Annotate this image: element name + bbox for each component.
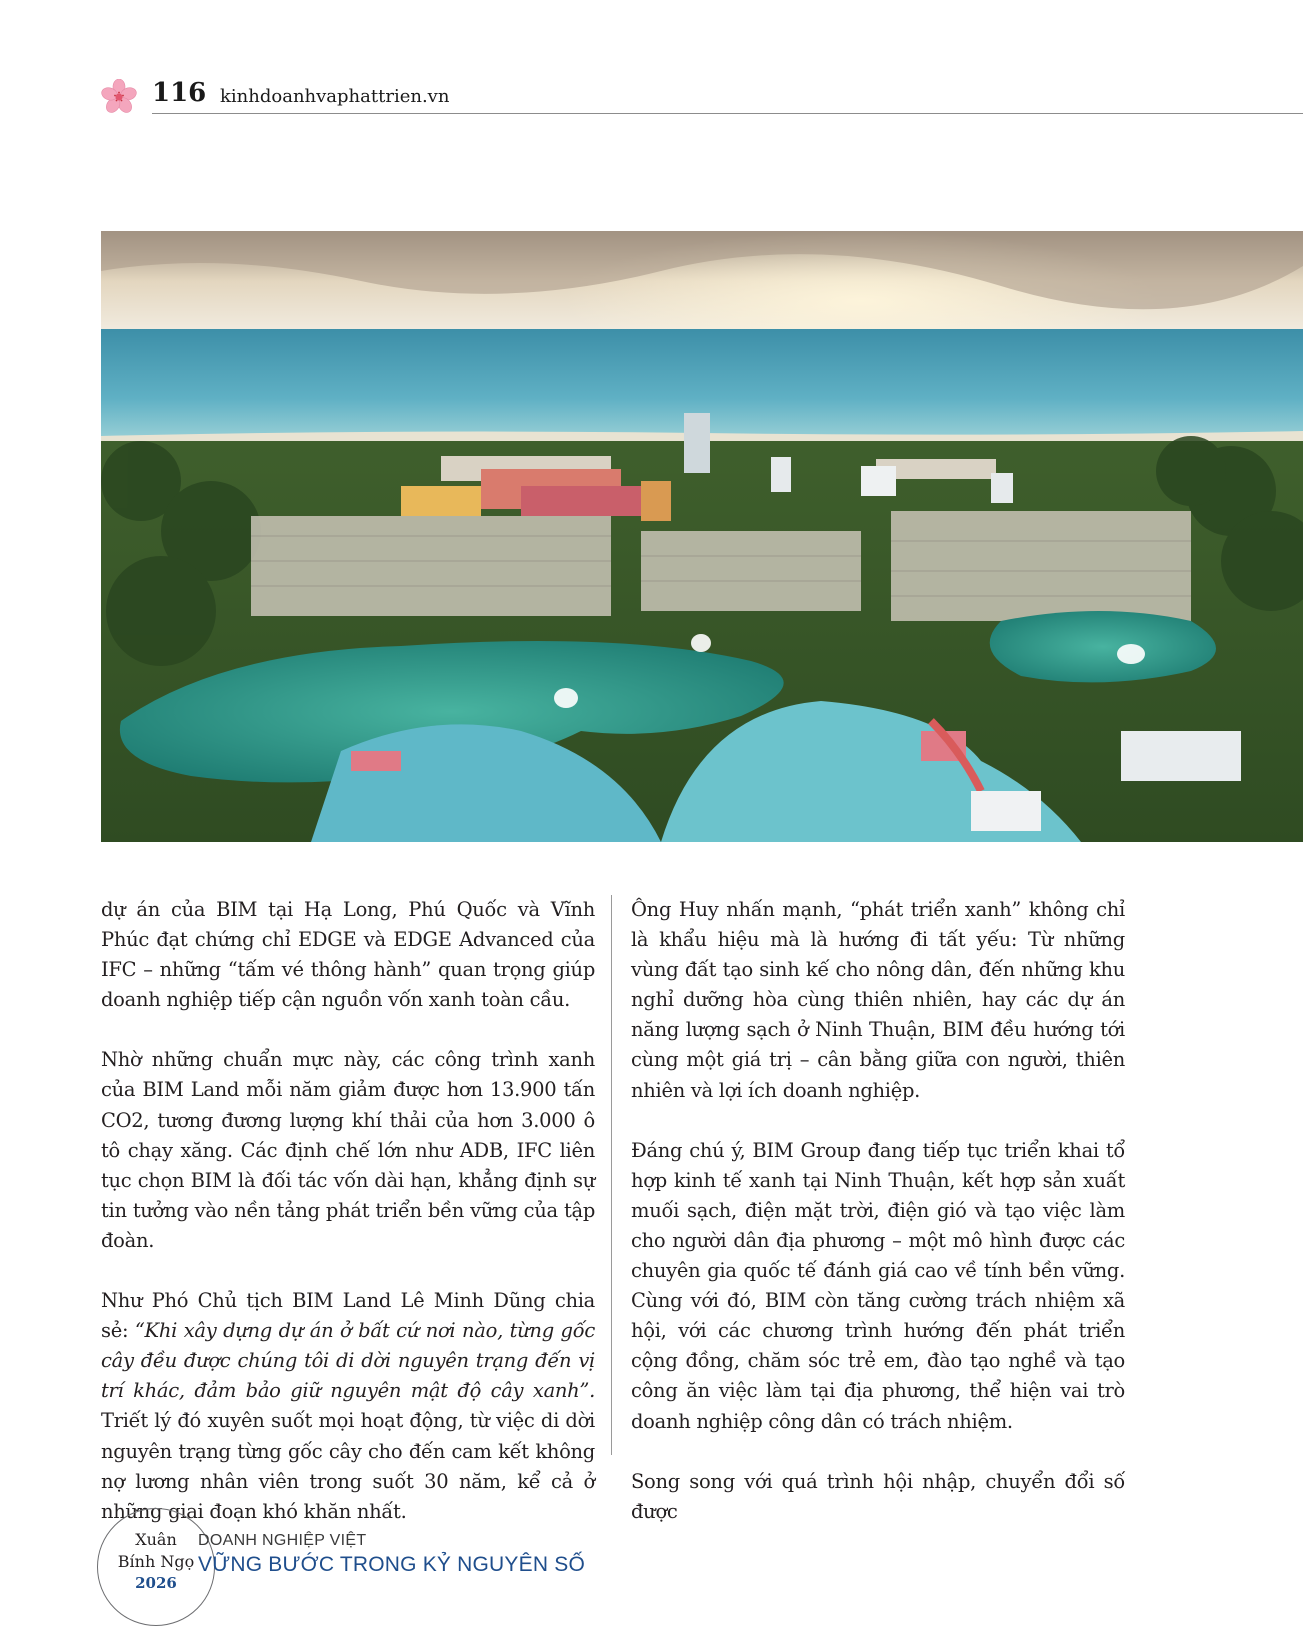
quote-followup: Triết lý đó xuyên suốt mọi hoạt động, từ việc di dời nguyên trạng từng gốc cây cho đến cam kết không nợ lương nhân viên trong suốt 30 năm, kể cả ở những giai đoạn khó khăn nhất. (101, 1409, 595, 1523)
hero-aerial-image (101, 231, 1303, 842)
header-divider (152, 113, 1303, 114)
article-left-column (101, 895, 595, 1527)
paragraph: Ông Huy nhấn mạnh, “phát triển xanh” không chỉ là khẩu hiệu mà là hướng đi tất yếu: Từ những vùng đất tạo sinh kế cho nông dân, đến những khu nghỉ dưỡng hòa cùng thiên nhiên, hay các dự án năng lượng sạch ở Ninh Thuận, BIM đều hướng tới cùng một giá trị – cân bằng giữa con người, thiên nhiên và lợi ích doanh nghiệp. (631, 898, 1125, 1102)
column-divider (611, 895, 612, 1455)
paragraph: Song song với quá trình hội nhập, chuyển đổi số được (631, 1469, 1125, 1523)
section-title-bottom: VỮNG BƯỚC TRONG KỶ NGUYÊN SỐ (198, 1553, 585, 1576)
badge-year: 2026 (135, 1574, 177, 1592)
section-title-top: DOANH NGHIỆP VIỆT (198, 1532, 367, 1549)
page-number: 116 (152, 78, 207, 108)
cherry-blossom-icon (101, 79, 137, 115)
badge-line2: Bính Ngọ (117, 1552, 195, 1571)
badge-line1: Xuân (135, 1530, 177, 1549)
paragraph-with-quote (101, 1286, 595, 1527)
quote-text: “Khi xây dựng dự án ở bất cứ nơi nào, từng gốc cây đều được chúng tôi di dời nguyên trạng đến vị trí khác, đảm bảo giữ nguyên mật độ cây xanh”. (101, 1319, 595, 1403)
site-url: kinhdoanhvaphattrien.vn (220, 86, 450, 107)
paragraph: Nhờ những chuẩn mực này, các công trình xanh của BIM Land mỗi năm giảm được hơn 13.900 tấn CO2, tương đương lượng khí thải của hơn 3.000 ô tô chạy xăng. Các định chế lớn như ADB, IFC liên tục chọn BIM là đối tác vốn dài hạn, khẳng định sự tin tưởng vào nền tảng phát triển bền vững của tập đoàn. (101, 1048, 595, 1252)
article-right-column (631, 895, 1125, 1527)
paragraph: Đáng chú ý, BIM Group đang tiếp tục triển khai tổ hợp kinh tế xanh tại Ninh Thuận, kết hợp sản xuất muối sạch, điện mặt trời, điện gió và tạo việc làm cho người dân địa phương – một mô hình được các chuyên gia quốc tế đánh giá cao về tính bền vững. Cùng với đó, BIM còn tăng cường trách nhiệm xã hội, với các chương trình hướng đến phát triển cộng đồng, chăm sóc trẻ em, đào tạo nghề và tạo công ăn việc làm tại địa phương, thể hiện vai trò doanh nghiệp công dân có trách nhiệm. (631, 1138, 1125, 1433)
paragraph: dự án của BIM tại Hạ Long, Phú Quốc và Vĩnh Phúc đạt chứng chỉ EDGE và EDGE Advanced của IFC – những “tấm vé thông hành” quan trọng giúp doanh nghiệp tiếp cận nguồn vốn xanh toàn cầu. (101, 898, 595, 1012)
quote-intro: Như Phó Chủ tịch BIM Land Lê Minh Dũng chia sẻ: (101, 1289, 595, 1343)
